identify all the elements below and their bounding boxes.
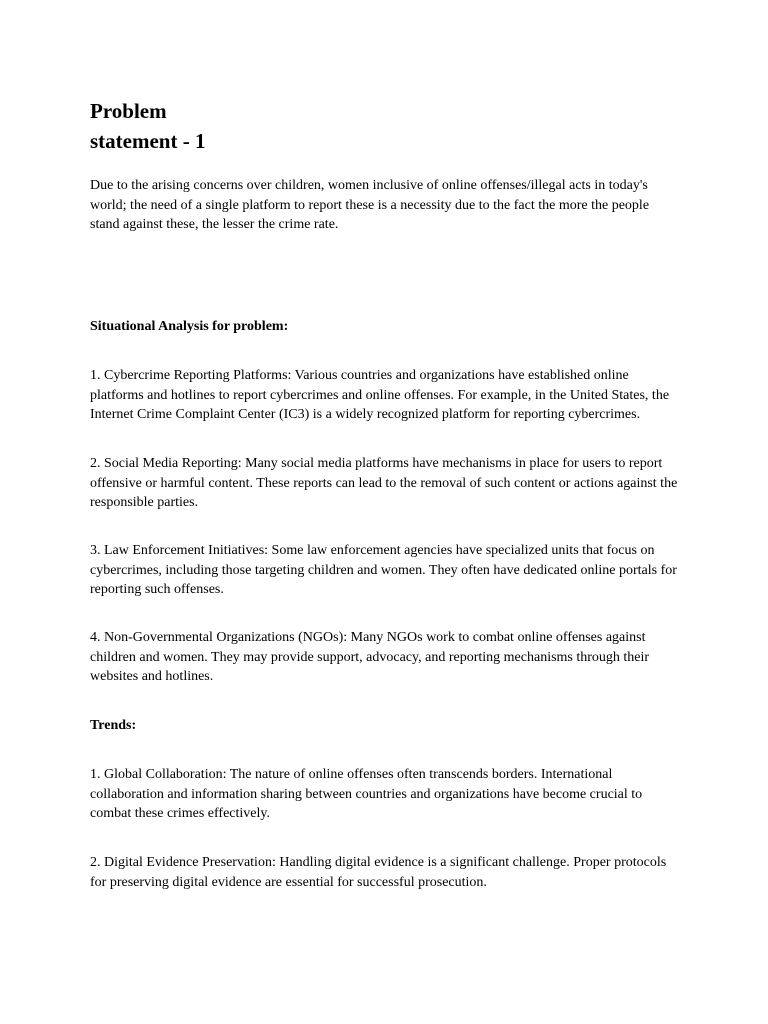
situational-item-2: 2. Social Media Reporting: Many social media platforms have mechanisms in place for users to report offensive or harmful content. These reports can lead to the removal of such content or actions against the responsible parties. [90, 456, 678, 511]
situational-item-3: 3. Law Enforcement Initiatives: Some law enforcement agencies have specialized units that focus on cybercrimes, including those targeting children and women. They often have dedicated online portals for reporting such offenses. [90, 543, 677, 598]
title-line-2: statement - 1 [90, 129, 206, 153]
title-line-1: Problem [90, 99, 167, 123]
intro-paragraph: Due to the arising concerns over children, women inclusive of online offenses/illegal acts in today's world; the need of a single platform to report these is a necessity due to the fact the more the people stand against these, the lesser the crime rate. [90, 178, 650, 233]
trends-item-2: 2. Digital Evidence Preservation: Handling digital evidence is a significant challenge. Proper protocols for preserving digital evidence are essential for successful prosecution. [90, 855, 667, 890]
situational-analysis-heading: Situational Analysis for problem: [90, 319, 289, 334]
page-title [90, 96, 390, 156]
trends-item-1: 1. Global Collaboration: The nature of online offenses often transcends borders. International collaboration and information sharing between countries and organizations have become crucial to combat these crimes effectively. [90, 767, 643, 822]
trends-heading: Trends: [90, 718, 137, 733]
situational-item-4: 4. Non-Governmental Organizations (NGOs): Many NGOs work to combat online offenses against children and women. They may provide support, advocacy, and reporting mechanisms through their websites and hotlines. [90, 630, 650, 685]
situational-item-1: 1. Cybercrime Reporting Platforms: Various countries and organizations have established online platforms and hotlines to report cybercrimes and online offenses. For example, in the United States, the Internet Crime Complaint Center (IC3) is a widely recognized platform for reporting cybercrimes. [90, 368, 670, 423]
